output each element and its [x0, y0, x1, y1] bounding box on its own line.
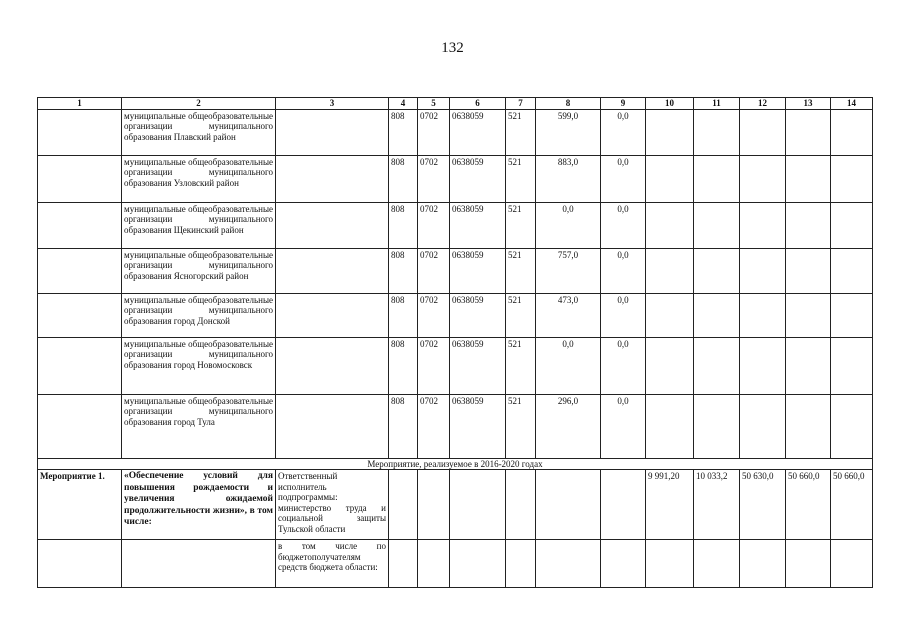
empty-cell	[831, 109, 873, 155]
empty-cell	[831, 202, 873, 248]
cell-c6: 0638059	[450, 155, 506, 202]
cell-c2: муниципальные общеобразовательные организации муниципального образования город Новомосковск	[122, 337, 276, 394]
table-row	[38, 293, 873, 337]
cell-c7: 521	[506, 248, 536, 293]
cell-c6: 0638059	[450, 109, 506, 155]
cell-c8: 757,0	[536, 248, 601, 293]
measure-title: «Обеспечение условий для повышения рождаемости и увеличения ожидаемой продолжительности жизни», в том числе:	[122, 470, 276, 540]
cell-c4: 808	[389, 293, 418, 337]
cell-c4: 808	[389, 337, 418, 394]
empty-cell	[831, 248, 873, 293]
section-title: Мероприятие, реализуемое в 2016-2020 годах	[38, 458, 873, 470]
table-row	[38, 109, 873, 155]
measure-col-10: 9 991,20	[646, 470, 694, 540]
header-row	[38, 98, 873, 110]
column-header-5: 5	[418, 98, 450, 110]
empty-cell	[646, 109, 694, 155]
column-header-2: 2	[122, 98, 276, 110]
column-header-8: 8	[536, 98, 601, 110]
cell-c8: 883,0	[536, 155, 601, 202]
cell-c5: 0702	[418, 248, 450, 293]
cell-c8: 0,0	[536, 202, 601, 248]
empty-cell	[740, 202, 786, 248]
cell-c9: 0,0	[601, 394, 646, 458]
cell-c7: 521	[506, 337, 536, 394]
empty-cell	[276, 337, 389, 394]
column-header-1: 1	[38, 98, 122, 110]
empty-cell	[694, 293, 740, 337]
cell-c9: 0,0	[601, 293, 646, 337]
cell-c7: 521	[506, 394, 536, 458]
empty-cell	[786, 155, 831, 202]
cell-c2: муниципальные общеобразовательные организации муниципального образования Узловский район	[122, 155, 276, 202]
measure-row	[38, 470, 873, 540]
column-header-6: 6	[450, 98, 506, 110]
cell-c2: муниципальные общеобразовательные организации муниципального образования Щекинский район	[122, 202, 276, 248]
cell-c2: муниципальные общеобразовательные организации муниципального образования город Тула	[122, 394, 276, 458]
empty-cell	[646, 394, 694, 458]
cell-c2: муниципальные общеобразовательные организации муниципального образования Ясногорский район	[122, 248, 276, 293]
cell-c4: 808	[389, 394, 418, 458]
empty-cell	[786, 337, 831, 394]
cell-c5: 0702	[418, 202, 450, 248]
empty-cell	[740, 337, 786, 394]
empty-cell	[38, 202, 122, 248]
empty-cell	[276, 202, 389, 248]
empty-cell	[831, 394, 873, 458]
cell-c6: 0638059	[450, 248, 506, 293]
empty-cell	[740, 248, 786, 293]
empty-cell	[38, 394, 122, 458]
column-header-10: 10	[646, 98, 694, 110]
empty-cell	[38, 337, 122, 394]
table-row	[38, 155, 873, 202]
empty-cell	[646, 248, 694, 293]
column-header-12: 12	[740, 98, 786, 110]
cell-c8: 296,0	[536, 394, 601, 458]
column-header-11: 11	[694, 98, 740, 110]
cell-c2: муниципальные общеобразовательные организации муниципального образования Плавский район	[122, 109, 276, 155]
measure-col-14: 50 660,0	[831, 470, 873, 540]
cell-c6: 0638059	[450, 202, 506, 248]
table-row	[38, 337, 873, 394]
cell-c7: 521	[506, 155, 536, 202]
empty-cell	[38, 109, 122, 155]
cell-c8: 599,0	[536, 109, 601, 155]
column-header-13: 13	[786, 98, 831, 110]
section-row	[38, 458, 873, 470]
empty-cell	[694, 109, 740, 155]
cell-c9: 0,0	[601, 155, 646, 202]
cell-c7: 521	[506, 202, 536, 248]
measure-number: Мероприятие 1.	[38, 470, 122, 540]
column-header-3: 3	[276, 98, 389, 110]
empty-cell	[831, 293, 873, 337]
empty-cell	[38, 155, 122, 202]
measure-col-13: 50 660,0	[786, 470, 831, 540]
empty-cell	[740, 109, 786, 155]
cell-c5: 0702	[418, 293, 450, 337]
empty-cell	[276, 155, 389, 202]
empty-cell	[646, 293, 694, 337]
column-header-9: 9	[601, 98, 646, 110]
empty-cell	[694, 202, 740, 248]
empty-cell	[694, 155, 740, 202]
empty-cell	[694, 394, 740, 458]
empty-cell	[740, 293, 786, 337]
empty-cell	[786, 394, 831, 458]
empty-cell	[831, 155, 873, 202]
cell-c5: 0702	[418, 155, 450, 202]
cell-c7: 521	[506, 293, 536, 337]
cell-c5: 0702	[418, 109, 450, 155]
sub-description: в том числе по бюджетополучателям средств бюджета области:	[276, 540, 389, 588]
empty-cell	[276, 248, 389, 293]
empty-cell	[276, 293, 389, 337]
measure-executor: Ответственный исполнитель подпрограммы: министерство труда и социальной защиты Тульской области	[276, 470, 389, 540]
cell-c6: 0638059	[450, 293, 506, 337]
cell-c4: 808	[389, 202, 418, 248]
column-header-4: 4	[389, 98, 418, 110]
table-row	[38, 248, 873, 293]
empty-cell	[694, 248, 740, 293]
cell-c4: 808	[389, 155, 418, 202]
cell-c2: муниципальные общеобразовательные организации муниципального образования город Донской	[122, 293, 276, 337]
empty-cell	[276, 394, 389, 458]
cell-c4: 808	[389, 248, 418, 293]
page-number: 132	[441, 40, 464, 56]
empty-cell	[38, 248, 122, 293]
table-row	[38, 394, 873, 458]
cell-c9: 0,0	[601, 202, 646, 248]
cell-c6: 0638059	[450, 394, 506, 458]
cell-c5: 0702	[418, 337, 450, 394]
empty-cell	[694, 337, 740, 394]
cell-c6: 0638059	[450, 337, 506, 394]
empty-cell	[786, 202, 831, 248]
empty-cell	[646, 202, 694, 248]
cell-c5: 0702	[418, 394, 450, 458]
empty-cell	[646, 155, 694, 202]
budget-table	[37, 97, 873, 588]
cell-c8: 0,0	[536, 337, 601, 394]
empty-cell	[276, 109, 389, 155]
empty-cell	[786, 248, 831, 293]
cell-c7: 521	[506, 109, 536, 155]
empty-cell	[646, 337, 694, 394]
measure-col-12: 50 630,0	[740, 470, 786, 540]
empty-cell	[786, 109, 831, 155]
empty-cell	[740, 155, 786, 202]
cell-c9: 0,0	[601, 248, 646, 293]
sub-row	[38, 540, 873, 588]
cell-c9: 0,0	[601, 337, 646, 394]
cell-c9: 0,0	[601, 109, 646, 155]
column-header-7: 7	[506, 98, 536, 110]
empty-cell	[740, 394, 786, 458]
empty-cell	[786, 293, 831, 337]
empty-cell	[831, 337, 873, 394]
cell-c4: 808	[389, 109, 418, 155]
table-row	[38, 202, 873, 248]
empty-cell	[38, 293, 122, 337]
measure-col-11: 10 033,2	[694, 470, 740, 540]
column-header-14: 14	[831, 98, 873, 110]
cell-c8: 473,0	[536, 293, 601, 337]
